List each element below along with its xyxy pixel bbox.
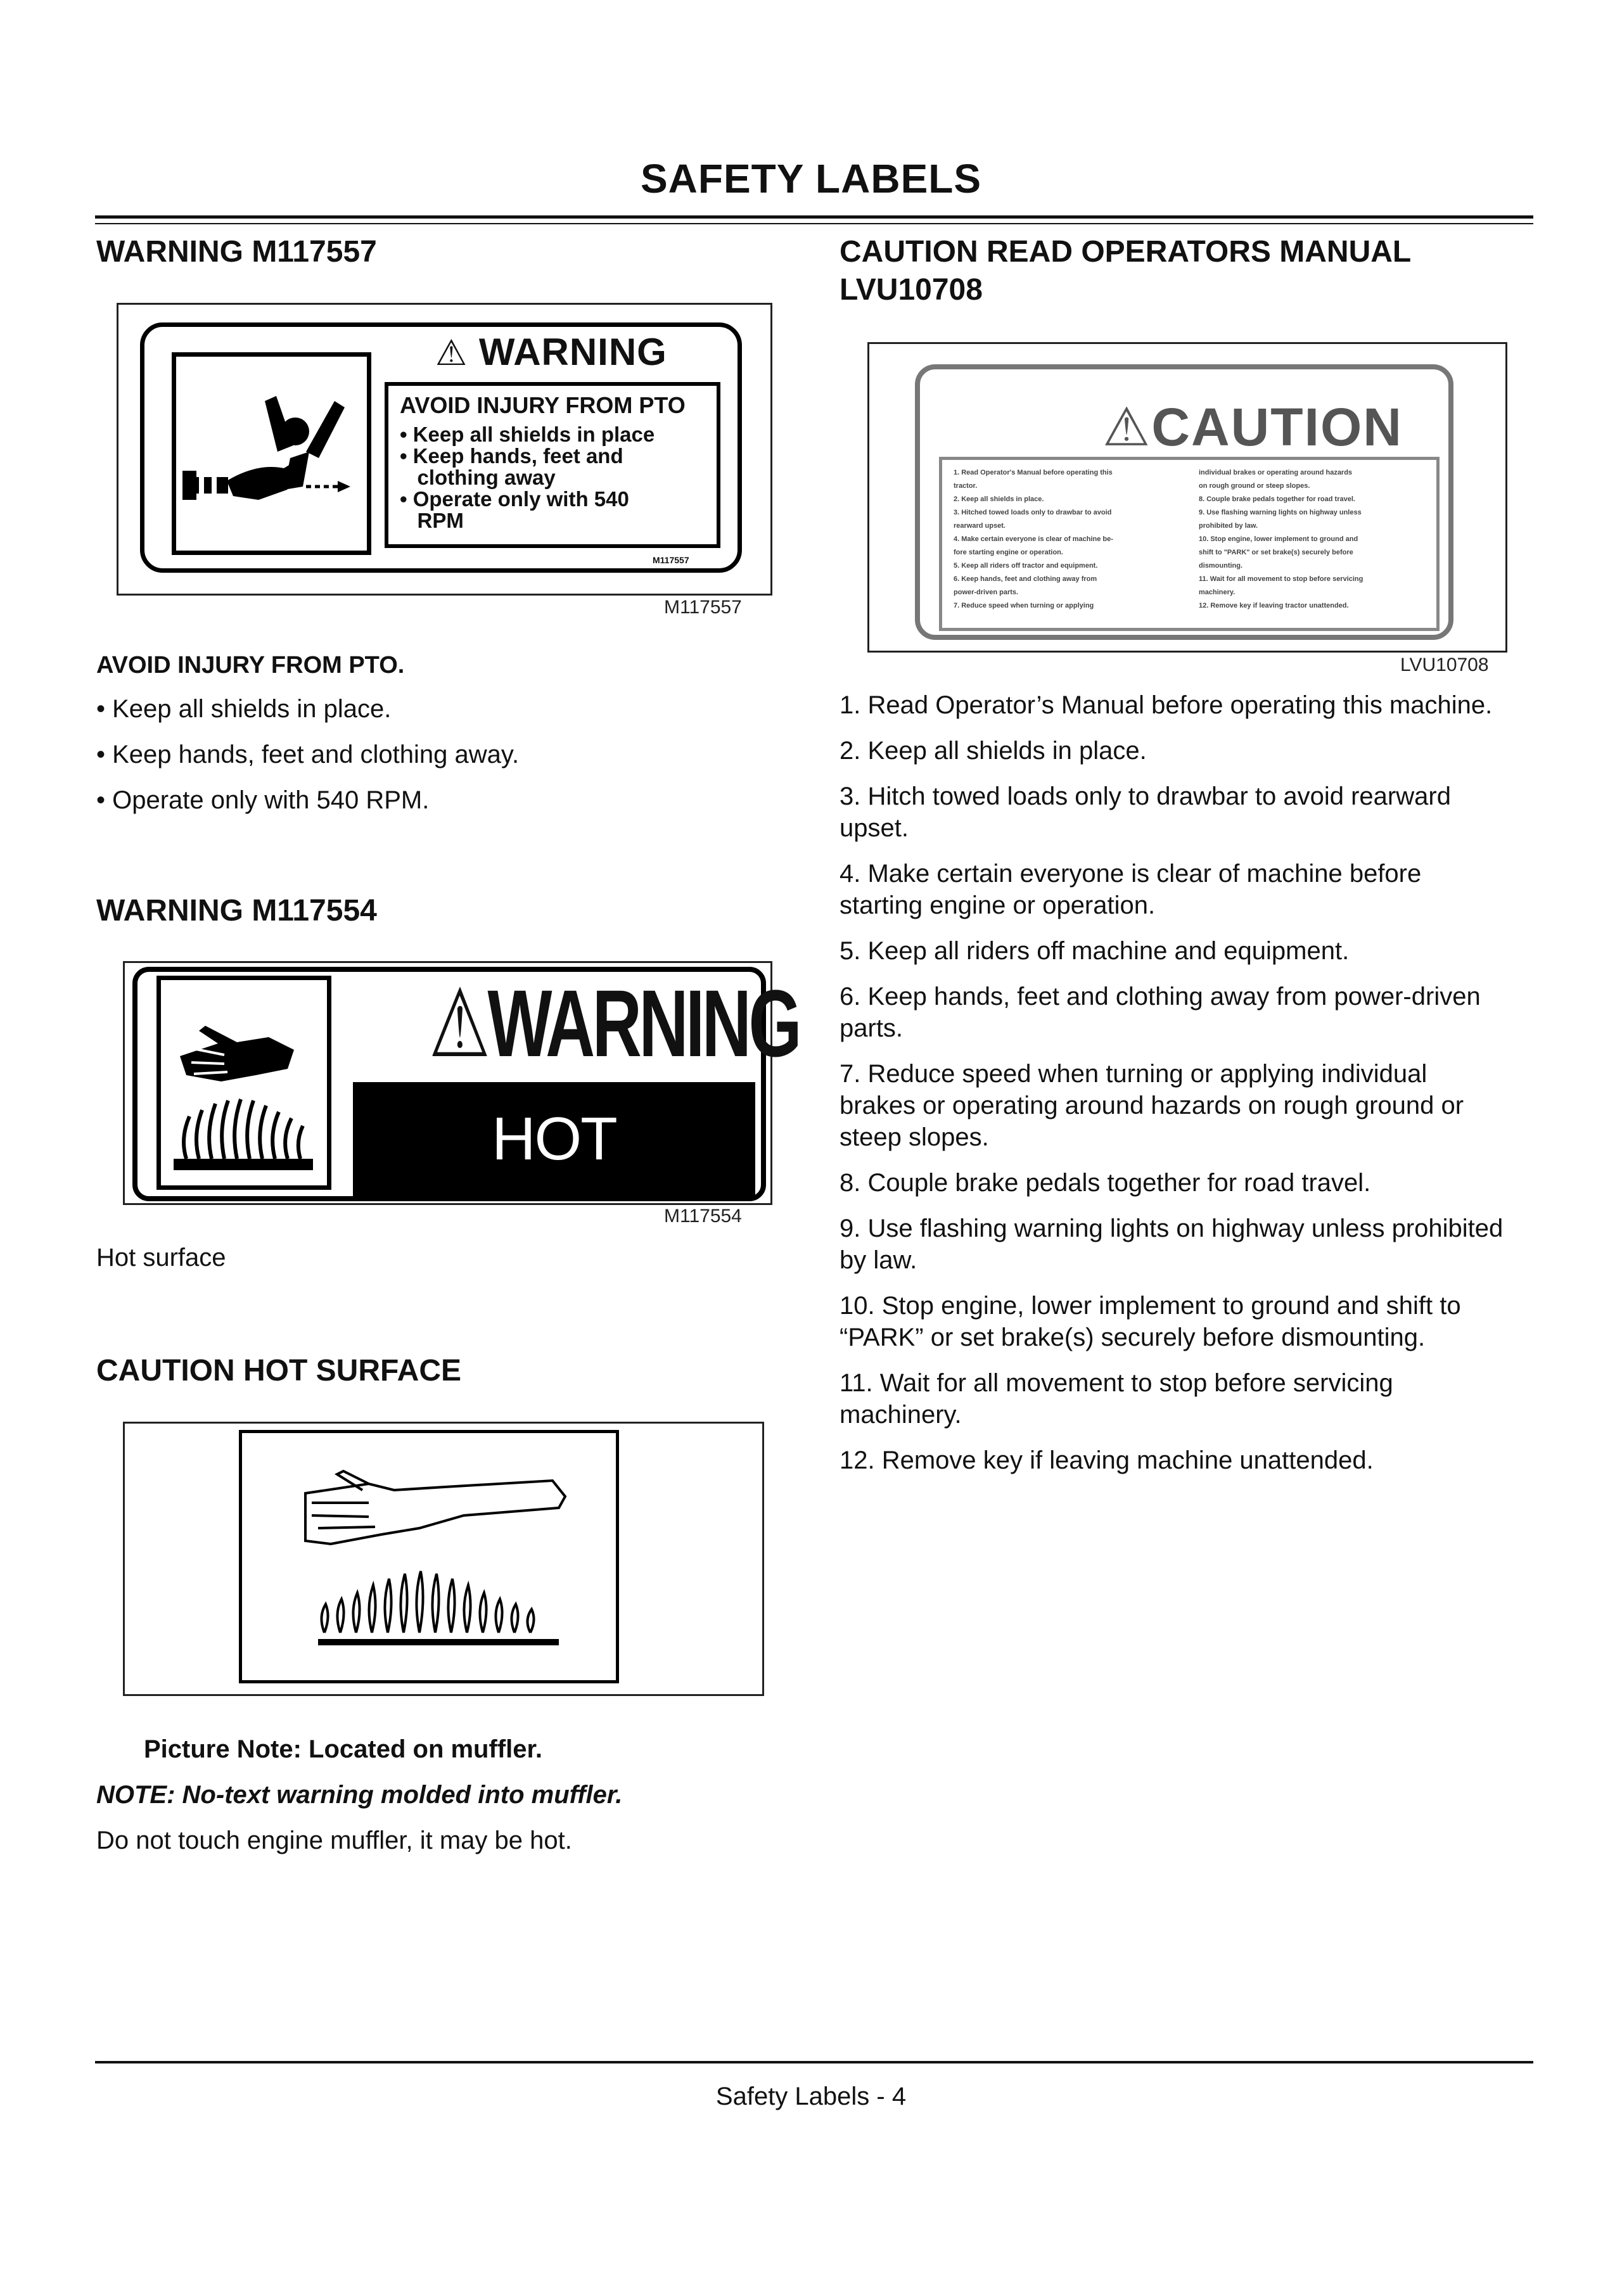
label-line: 9. Use flashing warning lights on highway unless: [1199, 509, 1362, 516]
description-text: Do not touch engine muffler, it may be hot.: [96, 1827, 572, 1854]
list-item: [840, 1058, 1536, 1153]
label-text-box: [385, 382, 720, 548]
warning-triangle-icon: ⚠: [435, 333, 468, 373]
figure-caption: LVU10708: [1400, 654, 1489, 675]
list-item-line: 4. Make certain everyone is clear of machine before: [840, 860, 1422, 888]
label-line: fore starting engine or operation.: [954, 549, 1063, 556]
note-text: NOTE: No-text warning molded into muffler.: [96, 1781, 623, 1809]
section-heading-warning-m117557: WARNING M117557: [96, 235, 377, 269]
bullet-item: • Keep hands, feet and clothing away.: [96, 741, 520, 769]
hand-heat-icon: [161, 980, 327, 1185]
list-item: [840, 858, 1536, 921]
list-item-line: steep slopes.: [840, 1123, 989, 1151]
figure-caution-lvu10708: [867, 342, 1507, 653]
label-caution-word: ⚠CAUTION: [1102, 397, 1403, 457]
list-item: [840, 981, 1536, 1044]
figure-caution-hot-surface: [123, 1422, 764, 1696]
label-code: M117557: [653, 555, 689, 565]
figure-warning-m117557: [117, 303, 772, 596]
label-line: • Keep hands, feet and: [400, 444, 623, 468]
label-line: on rough ground or steep slopes.: [1199, 482, 1310, 490]
label-line: 3. Hitched towed loads only to drawbar to avoid: [954, 509, 1112, 516]
list-item: [840, 735, 1536, 767]
label-text-column-left: [954, 466, 1182, 613]
label-text-box: [939, 457, 1440, 631]
list-item-line: 9. Use flashing warning lights on highway unless prohibited: [840, 1215, 1504, 1242]
list-item: [840, 1213, 1536, 1276]
label-warning-word: ⚠WARNING: [429, 970, 800, 1076]
list-item-line: 11. Wait for all movement to stop before servicing: [840, 1369, 1393, 1397]
label-line: • Keep all shields in place: [400, 423, 655, 446]
picture-note: Picture Note: Located on muffler.: [144, 1735, 542, 1763]
label-outline: [915, 364, 1453, 640]
label-line: power-driven parts.: [954, 589, 1019, 596]
list-item-line: 12. Remove key if leaving machine unattended.: [840, 1446, 1374, 1474]
bullet-item: • Operate only with 540 RPM.: [96, 786, 430, 814]
list-item: [840, 1445, 1536, 1476]
list-item: [840, 1290, 1536, 1353]
figure-caption: M117554: [664, 1206, 742, 1227]
list-item-line: “PARK” or set brake(s) securely before dismounting.: [840, 1323, 1426, 1351]
list-item-line: 1. Read Operator’s Manual before operating this machine.: [840, 691, 1493, 719]
pictogram-frame: [239, 1430, 619, 1683]
label-line: clothing away: [400, 466, 556, 489]
list-item: [840, 1167, 1536, 1199]
label-line: 5. Keep all riders off tractor and equipment.: [954, 562, 1098, 570]
section-heading-warning-m117554: WARNING M117554: [96, 894, 377, 928]
list-item-line: starting engine or operation.: [840, 891, 1156, 919]
list-item-line: parts.: [840, 1014, 904, 1042]
label-line: 1. Read Operator's Manual before operating this: [954, 469, 1113, 476]
lead-text: AVOID INJURY FROM PTO.: [96, 652, 405, 679]
list-item: [840, 781, 1536, 844]
page-footer: Safety Labels - 4: [715, 2082, 907, 2110]
footer-rule: [95, 2061, 1533, 2063]
list-item-line: 7. Reduce speed when turning or applying individual: [840, 1060, 1427, 1088]
figure-caption: M117557: [664, 597, 742, 618]
list-item-line: 3. Hitch towed loads only to drawbar to avoid rearward: [840, 782, 1451, 810]
label-warning-word: ⚠ WARNING: [435, 331, 667, 373]
label-line: 12. Remove key if leaving tractor unattended.: [1199, 602, 1349, 609]
warning-triangle-icon: ⚠: [429, 970, 488, 1076]
label-line: rearward upset.: [954, 522, 1006, 530]
section-heading-caution-manual-code: LVU10708: [840, 273, 983, 307]
label-line: prohibited by law.: [1199, 522, 1258, 530]
label-line: 7. Reduce speed when turning or applying: [954, 602, 1094, 609]
list-item-line: 2. Keep all shields in place.: [840, 737, 1147, 765]
list-item-line: upset.: [840, 814, 909, 842]
page-title: SAFETY LABELS: [640, 156, 982, 201]
section-heading-caution-hot-surface: CAUTION HOT SURFACE: [96, 1354, 461, 1387]
list-item: [840, 935, 1536, 967]
label-line: 11. Wait for all movement to stop before servicing: [1199, 575, 1363, 583]
description-text: Hot surface: [96, 1244, 226, 1272]
hand-heat-icon: [242, 1433, 616, 1680]
pto-entanglement-icon: [176, 357, 366, 550]
pto-pictogram-box: [172, 352, 371, 555]
label-line: shift to "PARK" or set brake(s) securely before: [1199, 549, 1353, 556]
label-line: RPM: [400, 509, 464, 532]
label-line: 8. Couple brake pedals together for road travel.: [1199, 495, 1355, 503]
list-item-line: 6. Keep hands, feet and clothing away from power-driven: [840, 983, 1481, 1011]
header-rule-thin: [95, 223, 1533, 224]
list-item-line: 10. Stop engine, lower implement to ground and shift to: [840, 1292, 1461, 1320]
list-item-line: 5. Keep all riders off machine and equipment.: [840, 937, 1350, 965]
label-line: machinery.: [1199, 589, 1236, 596]
list-item-line: 8. Couple brake pedals together for road travel.: [840, 1169, 1371, 1197]
list-item: [840, 689, 1536, 721]
label-subhead: AVOID INJURY FROM PTO: [400, 392, 686, 418]
label-line: 6. Keep hands, feet and clothing away from: [954, 575, 1097, 583]
bullet-item: • Keep all shields in place.: [96, 695, 392, 723]
list-item-line: brakes or operating around hazards on rough ground or: [840, 1092, 1464, 1119]
list-item-line: machinery.: [840, 1401, 962, 1429]
hot-surface-banner: HOT SURFACE: [353, 1082, 755, 1196]
label-text-column-right: [1199, 466, 1427, 613]
section-heading-caution-manual: CAUTION READ OPERATORS MANUAL: [840, 235, 1412, 269]
label-line: • Operate only with 540: [400, 487, 629, 511]
label-line: 2. Keep all shields in place.: [954, 495, 1044, 503]
caution-triangle-icon: ⚠: [1102, 397, 1152, 457]
label-line: individual brakes or operating around hazards: [1199, 469, 1353, 476]
list-item-line: by law.: [840, 1246, 917, 1274]
hot-pictogram-box: [156, 976, 331, 1190]
list-item: [840, 1367, 1536, 1431]
label-line: tractor.: [954, 482, 978, 490]
label-line: dismounting.: [1199, 562, 1243, 570]
label-line: 4. Make certain everyone is clear of machine be-: [954, 535, 1113, 543]
label-line: 10. Stop engine, lower implement to ground and: [1199, 535, 1358, 543]
header-rule: [95, 215, 1533, 219]
